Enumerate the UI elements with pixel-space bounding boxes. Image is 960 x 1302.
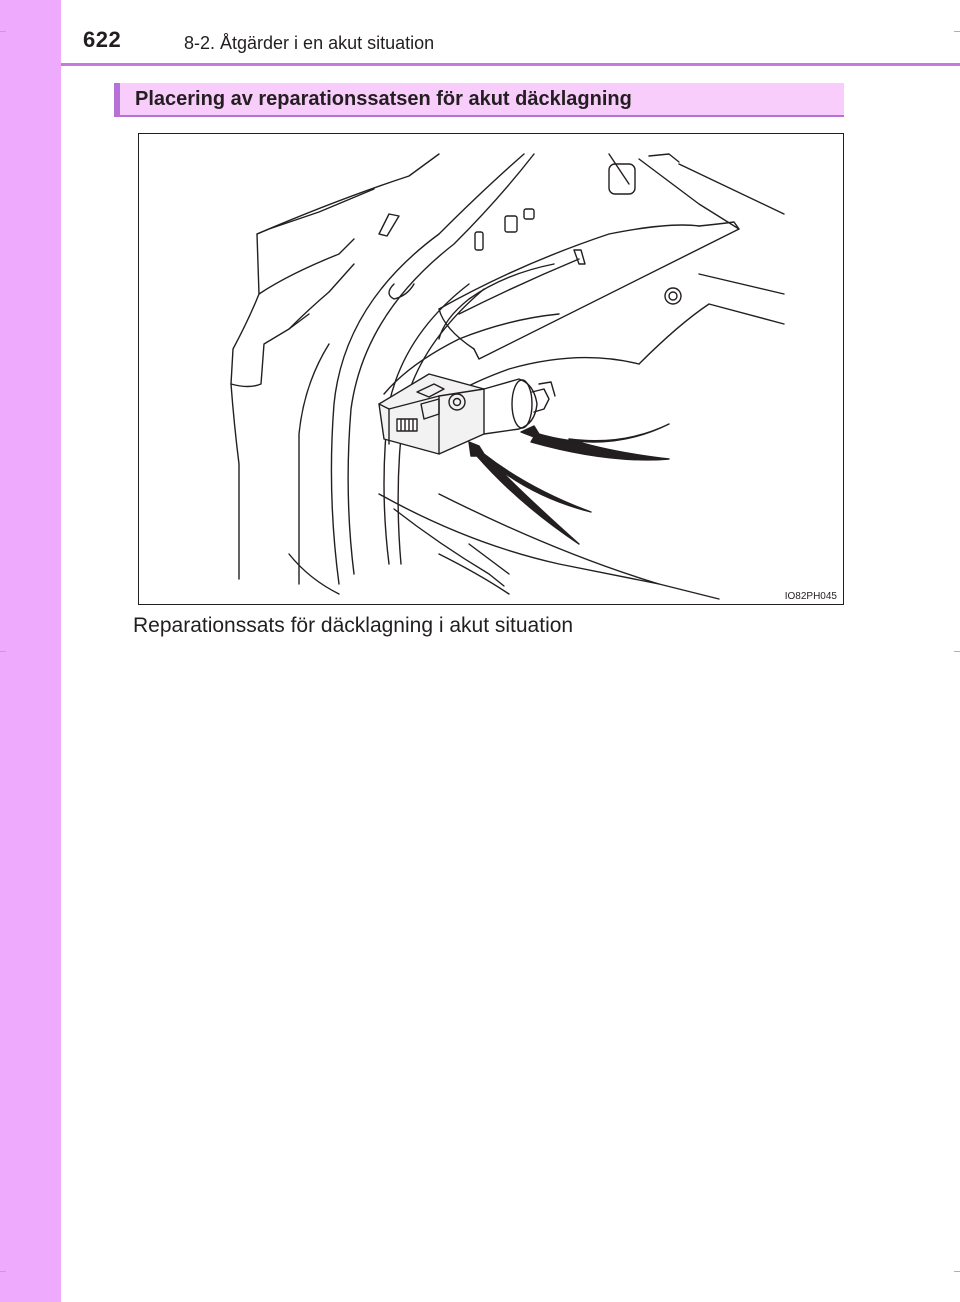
subsection-heading [114, 83, 844, 117]
trunk-repair-kit-illustration [139, 134, 843, 604]
page-number: 622 [83, 27, 122, 52]
subsection-heading-text: Placering av reparationssatsen för akut däcklagning [135, 88, 632, 110]
crop-mark [0, 1271, 6, 1272]
crop-mark [954, 1271, 960, 1272]
crop-mark [0, 31, 6, 32]
figure-caption: Reparationssats för däcklagning i akut situation [133, 614, 574, 637]
illustration-frame [138, 133, 844, 605]
section-title: 8-2. Åtgärder i en akut situation [184, 33, 435, 53]
left-margin-band [0, 0, 61, 1302]
crop-mark [954, 651, 960, 652]
figure-code: IO82PH045 [784, 591, 837, 602]
crop-mark [0, 651, 6, 652]
header-rule [61, 63, 960, 66]
crop-mark [954, 31, 960, 32]
